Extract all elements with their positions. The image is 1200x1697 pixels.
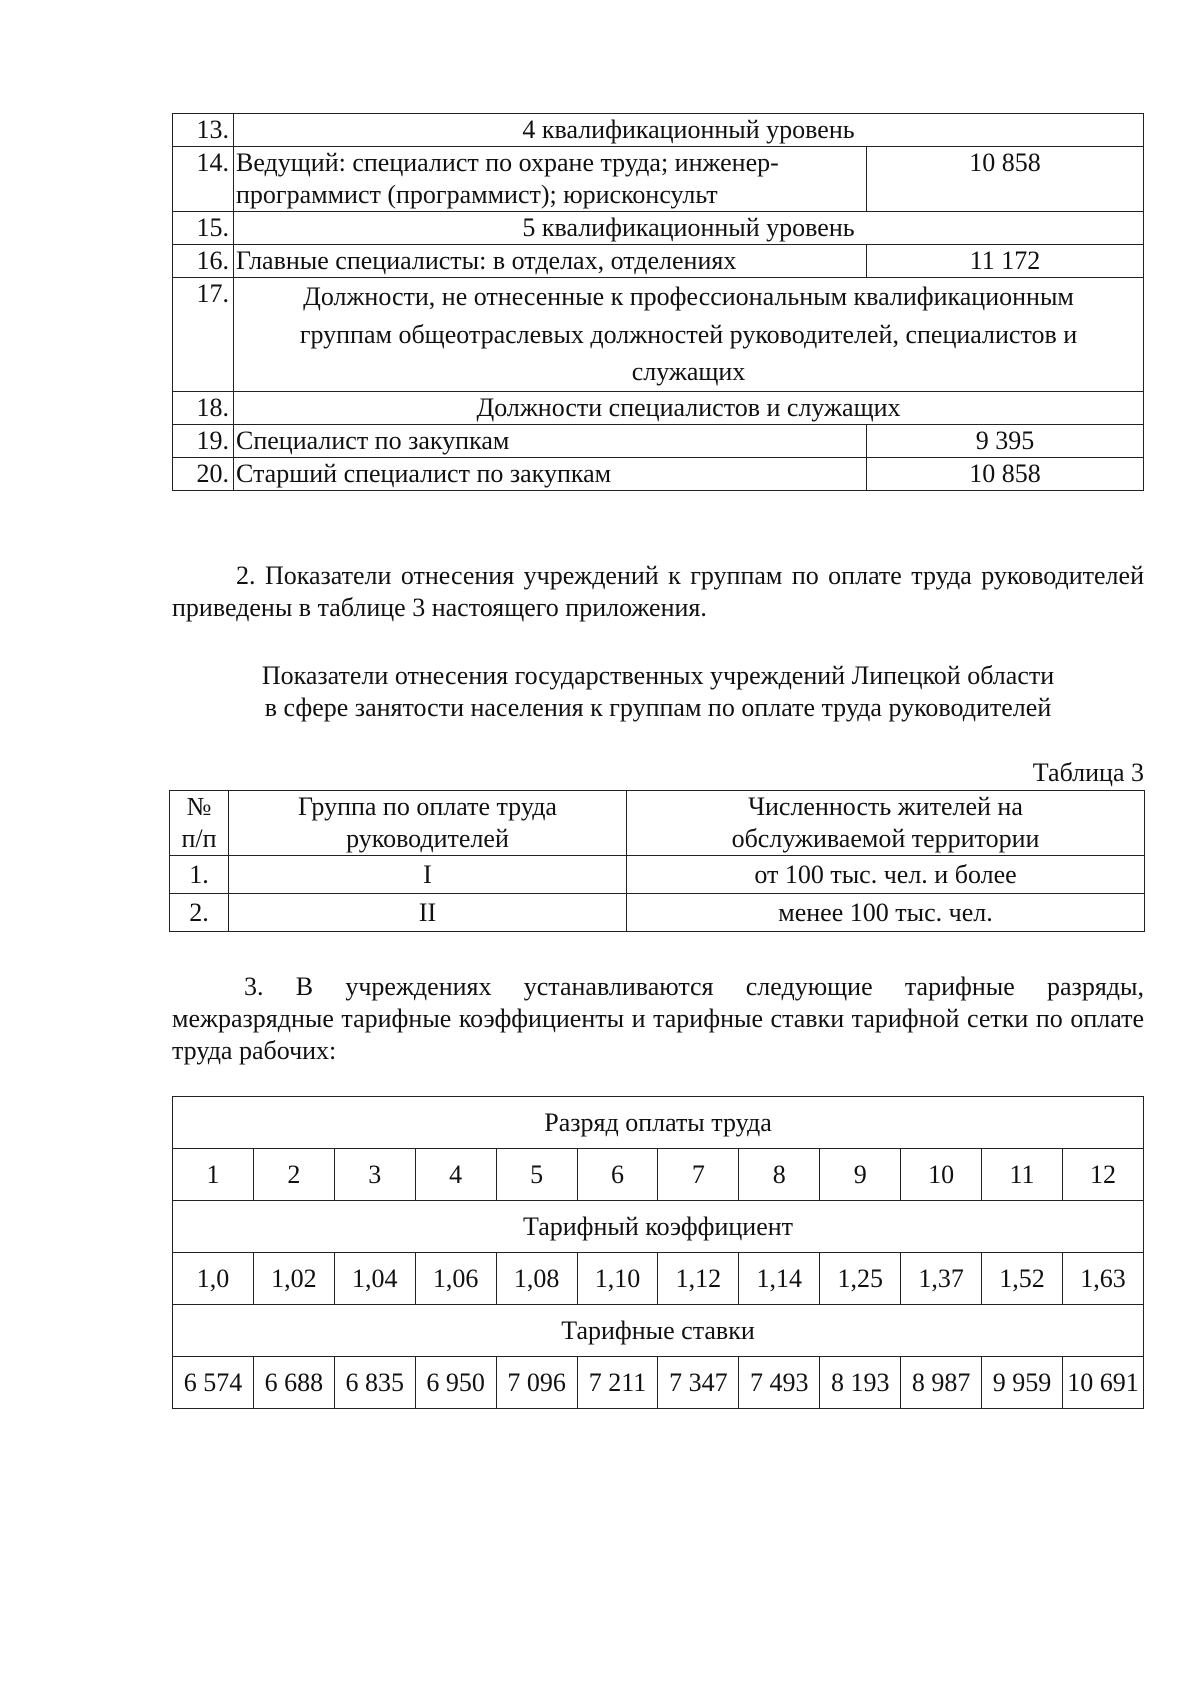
coefficient-cell: 1,0 <box>173 1253 254 1305</box>
row-number: 15. <box>173 212 234 245</box>
rates-row <box>173 1357 1144 1409</box>
position-name: Ведущий: специалист по охране труда; инженер-программист (программист); юрисконсульт <box>234 147 867 212</box>
header-text: Группа по оплате труда <box>298 792 557 821</box>
rate-cell: 6 950 <box>415 1357 496 1409</box>
grade-cell: 8 <box>739 1149 820 1201</box>
rate-cell: 9 959 <box>982 1357 1063 1409</box>
population-value: менее 100 тыс. чел. <box>627 894 1145 932</box>
grades-row <box>173 1149 1144 1201</box>
row-number: 2. <box>170 894 229 932</box>
rate-cell: 6 835 <box>334 1357 415 1409</box>
grade-cell: 1 <box>173 1149 254 1201</box>
grade-title: Разряд оплаты труда <box>173 1097 1144 1149</box>
table-row <box>173 424 1144 457</box>
coefficient-cell: 1,37 <box>901 1253 982 1305</box>
grade-cell: 6 <box>577 1149 658 1201</box>
table-row <box>173 278 1144 392</box>
rate-cell: 7 347 <box>658 1357 739 1409</box>
grade-cell: 3 <box>334 1149 415 1201</box>
rate-cell: 8 987 <box>901 1357 982 1409</box>
row-number: 20. <box>173 457 234 490</box>
table-caption-line2: в сфере занятости населения к группам по оплате труда руководителей <box>264 693 1052 722</box>
coefficient-cell: 1,06 <box>415 1253 496 1305</box>
coefficient-cell: 1,63 <box>1062 1253 1143 1305</box>
paragraph-3: 3. В учреждениях устанавливаются следующие тарифные разряды, межразрядные тарифные коэффициенты и тарифные ставки тарифной сетки по оплате труда рабочих: <box>172 972 1144 1065</box>
positions-table <box>172 113 1144 491</box>
qualification-level-heading: 5 квалификационный уровень <box>234 212 1144 245</box>
paragraph-2: 2. Показатели отнесения учреждений к группам по оплате труда руководителей приведены в таблице 3 настоящего приложения. <box>172 561 1144 622</box>
section-heading: Должности, не отнесенные к профессиональным квалификационным группам общеотраслевых должностей руководителей, специалистов и служащих <box>234 278 1144 392</box>
grade-cell: 2 <box>253 1149 334 1201</box>
coef-title-row <box>173 1201 1144 1253</box>
header-group <box>229 791 627 856</box>
tariff-grid-table <box>172 1096 1144 1409</box>
rate-cell: 10 691 <box>1062 1357 1143 1409</box>
grade-title-row <box>173 1097 1144 1149</box>
coefficient-cell: 1,52 <box>982 1253 1063 1305</box>
section-heading: Должности специалистов и служащих <box>234 391 1144 424</box>
table-row <box>173 147 1144 212</box>
table-row <box>173 391 1144 424</box>
rate-cell: 7 211 <box>577 1357 658 1409</box>
row-number: 17. <box>173 278 234 392</box>
table-row <box>173 212 1144 245</box>
coefficient-cell: 1,14 <box>739 1253 820 1305</box>
coefficient-cell: 1,10 <box>577 1253 658 1305</box>
position-name: Специалист по закупкам <box>234 424 867 457</box>
grade-cell: 9 <box>820 1149 901 1201</box>
table-row <box>170 856 1145 894</box>
grade-cell: 10 <box>901 1149 982 1201</box>
rate-cell: 6 688 <box>253 1357 334 1409</box>
row-number: 18. <box>173 391 234 424</box>
row-number: 16. <box>173 245 234 278</box>
rate-cell: 7 493 <box>739 1357 820 1409</box>
header-text: обслуживаемой территории <box>731 824 1040 853</box>
table-label: Таблица 3 <box>1032 758 1144 787</box>
salary-value: 11 172 <box>867 245 1144 278</box>
coefficient-cell: 1,02 <box>253 1253 334 1305</box>
rate-cell: 7 096 <box>496 1357 577 1409</box>
table-caption-line1: Показатели отнесения государственных учреждений Липецкой области <box>261 661 1055 690</box>
grade-cell: 12 <box>1062 1149 1143 1201</box>
coefficient-cell: 1,08 <box>496 1253 577 1305</box>
header-text: № <box>186 792 212 821</box>
rate-cell: 8 193 <box>820 1357 901 1409</box>
coefficients-row <box>173 1253 1144 1305</box>
population-value: от 100 тыс. чел. и более <box>627 856 1145 894</box>
salary-value: 9 395 <box>867 424 1144 457</box>
table-row <box>173 114 1144 147</box>
grade-cell: 4 <box>415 1149 496 1201</box>
table-row <box>173 245 1144 278</box>
grade-cell: 7 <box>658 1149 739 1201</box>
table-row <box>173 457 1144 490</box>
rates-title-row <box>173 1305 1144 1357</box>
header-population <box>627 791 1145 856</box>
coefficient-cell: 1,04 <box>334 1253 415 1305</box>
header-text: п/п <box>181 824 217 853</box>
header-text: Численность жителей на <box>748 792 1023 821</box>
management-groups-table <box>169 790 1145 932</box>
qualification-level-heading: 4 квалификационный уровень <box>234 114 1144 147</box>
coefficient-cell: 1,12 <box>658 1253 739 1305</box>
salary-value: 10 858 <box>867 457 1144 490</box>
rate-cell: 6 574 <box>173 1357 254 1409</box>
rates-title: Тарифные ставки <box>173 1305 1144 1357</box>
position-name: Главные специалисты: в отделах, отделениях <box>234 245 867 278</box>
salary-value: 10 858 <box>867 147 1144 212</box>
row-number: 13. <box>173 114 234 147</box>
table-row <box>170 894 1145 932</box>
header-number <box>170 791 229 856</box>
header-text: руководителей <box>346 824 509 853</box>
position-name: Старший специалист по закупкам <box>234 457 867 490</box>
coefficient-cell: 1,25 <box>820 1253 901 1305</box>
grade-cell: 5 <box>496 1149 577 1201</box>
row-number: 1. <box>170 856 229 894</box>
grade-cell: 11 <box>982 1149 1063 1201</box>
row-number: 19. <box>173 424 234 457</box>
coef-title: Тарифный коэффициент <box>173 1201 1144 1253</box>
row-number: 14. <box>173 147 234 212</box>
table-header-row <box>170 791 1145 856</box>
group-value: I <box>229 856 627 894</box>
group-value: II <box>229 894 627 932</box>
